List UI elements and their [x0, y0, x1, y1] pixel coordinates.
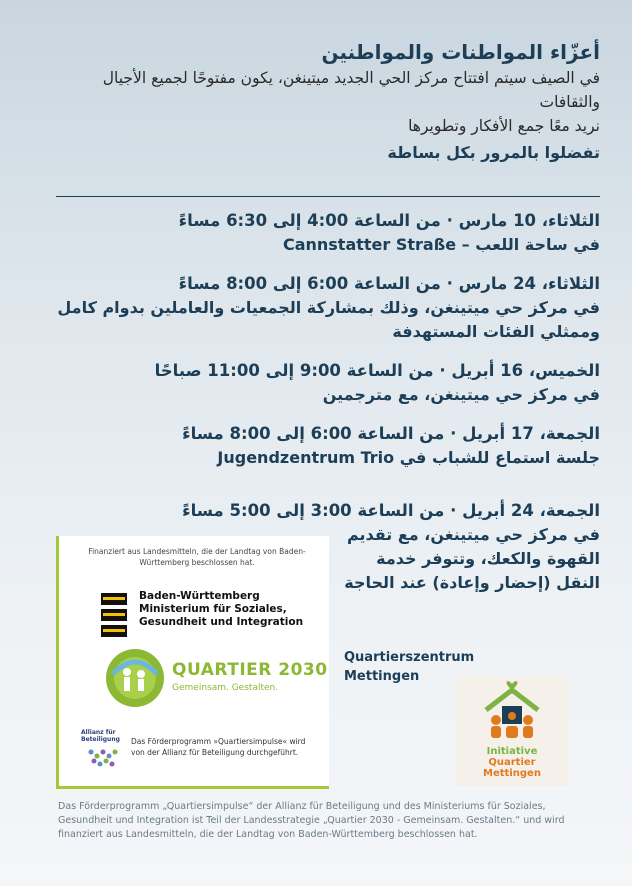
event-date: الجمعة، 24 أبريل · من الساعة 3:00 إلى 5:00 مساءً — [182, 501, 600, 520]
ministry-title: Ministerium für Soziales, — [139, 603, 287, 615]
house-people-icon — [456, 676, 568, 746]
event-date: الخميس، 16 أبريل · من الساعة 9:00 إلى 11:00 صباحًا — [154, 361, 600, 380]
quartier-subtitle: Gemeinsam. Gestalten. — [172, 683, 279, 693]
greeting-title: أعزّاء المواطنات والمواطنين — [321, 40, 600, 64]
intro-section — [56, 38, 600, 166]
funding-panel — [56, 536, 329, 789]
allianz-name — [81, 729, 120, 743]
event-item — [56, 358, 600, 407]
divider — [56, 196, 600, 197]
quartierszentrum-line1: Quartierszentrum — [344, 650, 475, 665]
initiative-line3: Mettingen — [483, 768, 541, 779]
coat-of-arms-icon — [99, 591, 129, 639]
quartierszentrum-line2: Mettingen — [344, 669, 420, 684]
initiative-line2: Quartier — [488, 757, 536, 768]
funding-note: Finanziert aus Landesmitteln, die der Landtag von Baden-Württemberg beschlossen hat. — [88, 547, 306, 567]
ministry-name — [139, 590, 303, 629]
event-place: في مركز حي ميتينغن، وذلك بمشاركة الجمعيات والعاملين بدوام كامل وممثلي الفئات المستهدفة — [57, 298, 600, 341]
event-list — [56, 208, 600, 484]
invitation-line: تفضلوا بالمرور بكل بساطة — [387, 143, 600, 162]
intro-line: في الصيف سيتم افتتاح مركز الحي الجديد ميتينغن، يكون مفتوحًا لجميع الأجيال والثقافات — [102, 69, 600, 111]
event-place: في مركز حي ميتينغن، مع مترجمين — [322, 385, 600, 404]
event-place: في ساحة اللعب – Cannstatter Straße — [282, 235, 600, 254]
initiative-logo — [456, 676, 568, 786]
initiative-line1: Initiative — [486, 746, 538, 757]
event-date: الثلاثاء، 10 مارس · من الساعة 4:00 إلى 6:30 مساءً — [178, 211, 600, 230]
ideas-line: نريد معًا جمع الأفكار وتطويرها — [408, 117, 600, 135]
event-date: الثلاثاء، 24 مارس · من الساعة 6:00 إلى 8:00 مساءً — [178, 274, 600, 293]
allianz-name-line2: Beteiligung — [81, 736, 120, 743]
footer-note: Das Förderprogramm „Quartiersimpulse“ der Allianz für Beteiligung und des Ministeriums für Soziales, Gesundheit und Integration ist Teil der Landesstrategie „Quartier 2030 - Gemeinsam. Gestalten.“ und wird finanziert aus Landesmitteln, die der Landtag von Baden-Württemberg beschlossen hat. — [58, 801, 565, 840]
quartier-title: QUARTIER 2030 — [172, 660, 328, 680]
event-place: جلسة استماع للشباب في Jugendzentrum Trio — [217, 448, 600, 467]
ministry-title-cont: Gesundheit und Integration — [139, 616, 304, 628]
event-item — [56, 271, 600, 344]
event-item — [56, 208, 600, 257]
quartierszentrum-name — [344, 648, 474, 686]
allianz-name-line1: Allianz für — [81, 729, 116, 736]
event-place: في مركز حي ميتينغن، مع تقديم القهوة والكعك، وتتوفر خدمة النقل (إحضار وإعادة) عند الحاجة — [344, 525, 600, 592]
event-item — [56, 421, 600, 470]
initiative-name — [456, 746, 568, 779]
allianz-note: Das Förderprogramm »Quartiersimpulse« wird von der Allianz für Beteiligung durchgeführt. — [131, 737, 306, 757]
ministry-state: Baden-Württemberg — [139, 590, 260, 602]
event-date: الجمعة، 17 أبريل · من الساعة 6:00 إلى 8:00 مساءً — [182, 424, 600, 443]
